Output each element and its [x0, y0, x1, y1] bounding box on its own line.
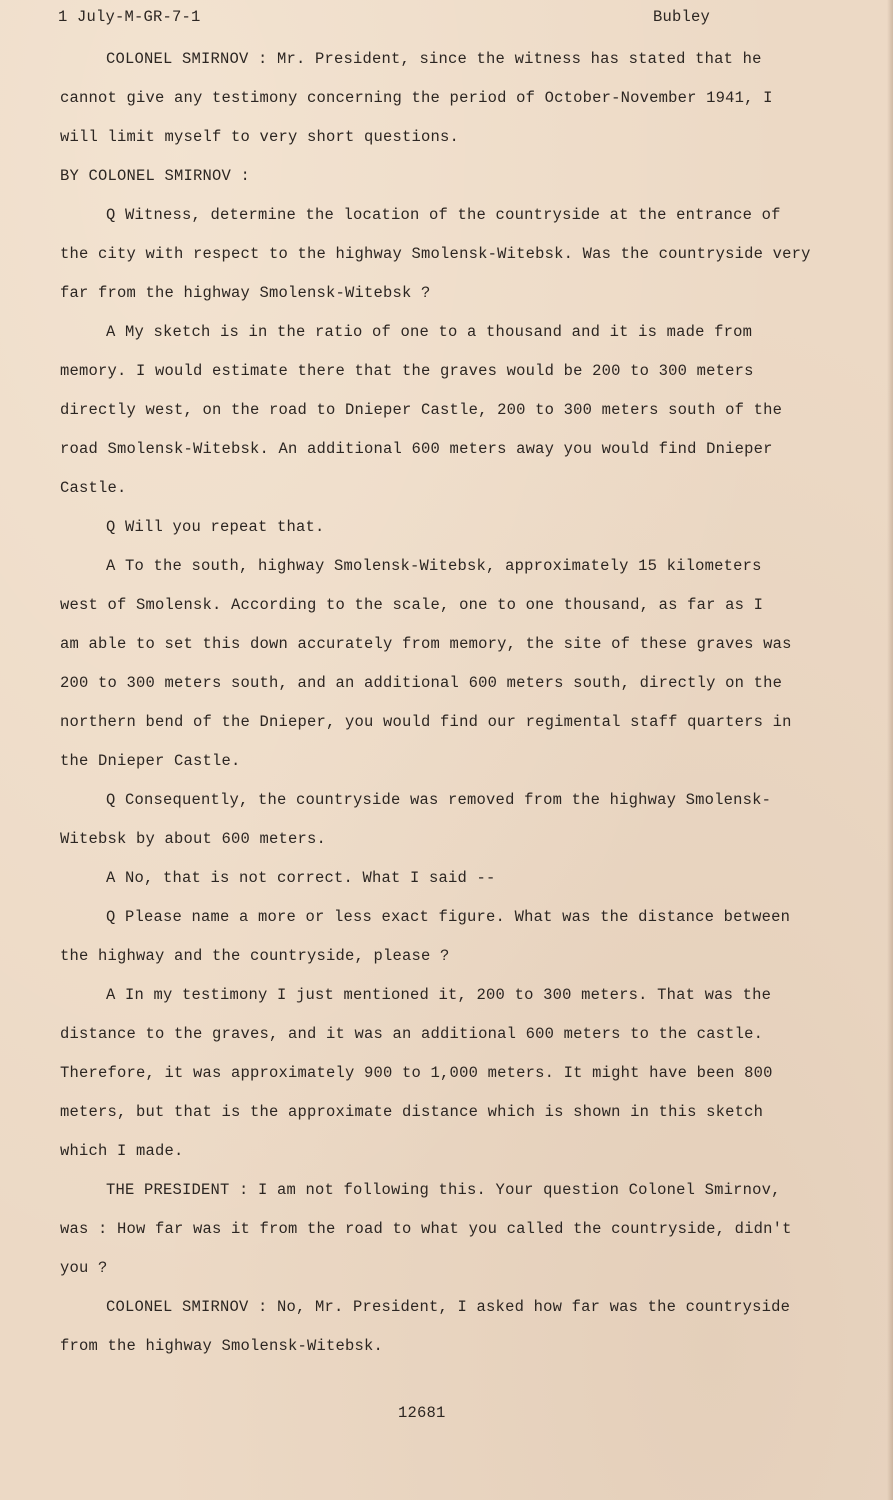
text-line: BY COLONEL SMIRNOV :	[60, 167, 251, 185]
text-line: am able to set this down accurately from memory, the site of these graves was	[60, 635, 792, 653]
text-line: directly west, on the road to Dnieper Castle, 200 to 300 meters south of the	[60, 401, 783, 419]
text-line: A My sketch is in the ratio of one to a thousand and it is made from	[106, 323, 753, 341]
text-line: west of Smolensk. According to the scale, one to one thousand, as far as I	[60, 596, 764, 614]
text-line: northern bend of the Dnieper, you would find our regimental staff quarters in	[60, 713, 792, 731]
text-line: distance to the graves, and it was an additional 600 meters to the castle.	[60, 1025, 764, 1043]
text-line: the city with respect to the highway Smolensk-Witebsk. Was the countryside very	[60, 245, 811, 263]
text-line: you ?	[60, 1259, 108, 1277]
paragraph-president	[60, 1171, 840, 1288]
text-line: Q Will you repeat that.	[106, 518, 325, 536]
text-line: COLONEL SMIRNOV : Mr. President, since the witness has stated that he	[106, 50, 762, 68]
text-line: Castle.	[60, 479, 127, 497]
paragraph-answer-south	[60, 547, 840, 781]
paragraph-question-exact-figure	[60, 898, 840, 976]
text-line: Therefore, it was approximately 900 to 1,000 meters. It might have been 800	[60, 1064, 773, 1082]
paragraph-question-location	[60, 196, 840, 313]
paragraph-question-consequently	[60, 781, 840, 859]
text-line: Witebsk by about 600 meters.	[60, 830, 327, 848]
paragraph-smirnov-reply	[60, 1288, 840, 1366]
document-reference: 1 July-M-GR-7-1	[58, 8, 201, 26]
text-line: A No, that is not correct. What I said --	[106, 869, 496, 887]
paragraph-answer-distance	[60, 976, 840, 1171]
paragraph-answer-not-correct	[60, 859, 840, 898]
section-heading	[60, 157, 840, 196]
text-line: road Smolensk-Witebsk. An additional 600 meters away you would find Dnieper	[60, 440, 773, 458]
text-line: memory. I would estimate there that the graves would be 200 to 300 meters	[60, 362, 754, 380]
text-line: will limit myself to very short questions.	[60, 128, 460, 146]
text-line: was : How far was it from the road to what you called the countryside, didn't	[60, 1220, 792, 1238]
text-line: cannot give any testimony concerning the period of October-November 1941, I	[60, 89, 773, 107]
transcript-body	[60, 40, 840, 1366]
text-line: Q Please name a more or less exact figure. What was the distance between	[106, 908, 791, 926]
paragraph-answer-sketch	[60, 313, 840, 508]
text-line: A In my testimony I just mentioned it, 200 to 300 meters. That was the	[106, 986, 772, 1004]
text-line: far from the highway Smolensk-Witebsk ?	[60, 284, 431, 302]
text-line: COLONEL SMIRNOV : No, Mr. President, I asked how far was the countryside	[106, 1298, 791, 1316]
text-line: which I made.	[60, 1142, 184, 1160]
page-edge-shadow	[887, 0, 893, 1500]
text-line: the Dnieper Castle.	[60, 752, 241, 770]
text-line: THE PRESIDENT : I am not following this. Your question Colonel Smirnov,	[106, 1181, 781, 1199]
text-line: A To the south, highway Smolensk-Witebsk, approximately 15 kilometers	[106, 557, 762, 575]
paragraph-smirnov-opening	[60, 40, 840, 157]
paragraph-question-repeat	[60, 508, 840, 547]
text-line: Q Consequently, the countryside was removed from the highway Smolensk-	[106, 791, 772, 809]
text-line: meters, but that is the approximate distance which is shown in this sketch	[60, 1103, 764, 1121]
text-line: the highway and the countryside, please ?	[60, 947, 450, 965]
text-line: from the highway Smolensk-Witebsk.	[60, 1337, 384, 1355]
text-line: Q Witness, determine the location of the countryside at the entrance of	[106, 206, 781, 224]
typist-name: Bubley	[653, 8, 711, 26]
page-number: 12681	[398, 1404, 446, 1422]
text-line: 200 to 300 meters south, and an additional 600 meters south, directly on the	[60, 674, 783, 692]
